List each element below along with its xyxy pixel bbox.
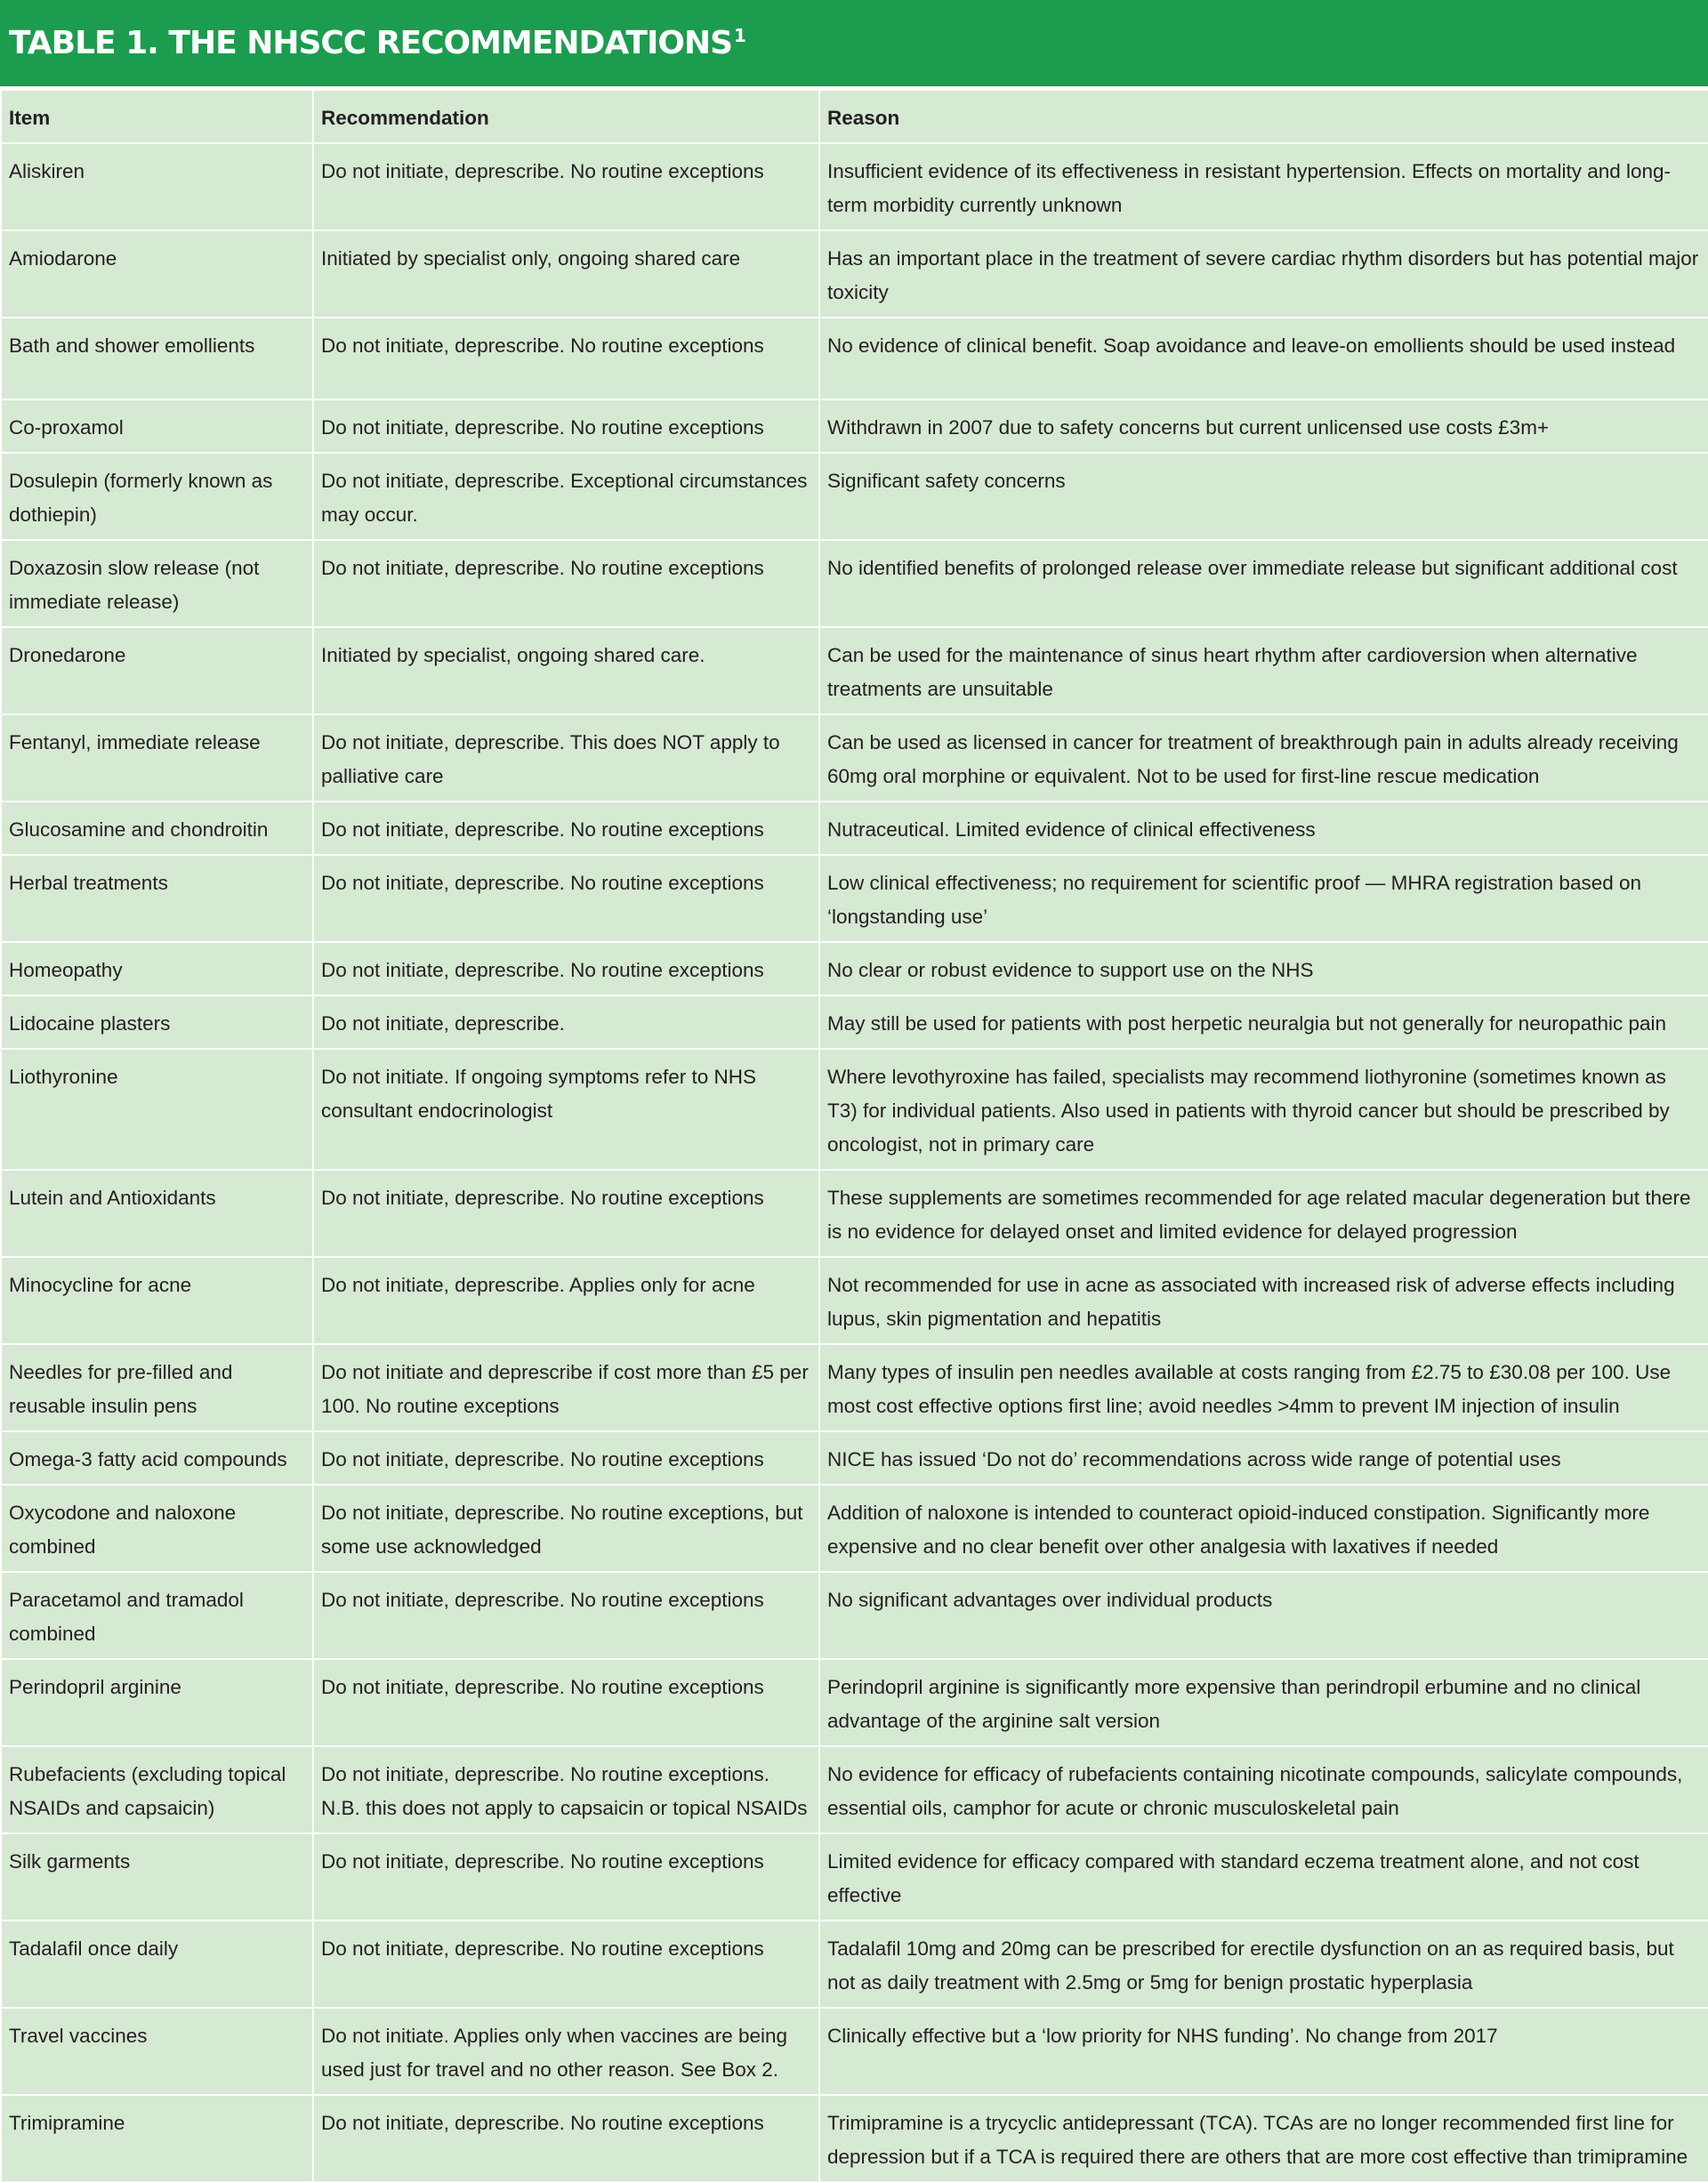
table-row xyxy=(1,1485,1708,1572)
cell-recommendation: Do not initiate, deprescribe. This does NOT apply to palliative care xyxy=(313,714,819,802)
cell-recommendation: Do not initiate, deprescribe. No routine exceptions, but some use acknowledged xyxy=(313,1485,819,1572)
cell-recommendation: Do not initiate, deprescribe. No routine exceptions xyxy=(313,2095,819,2182)
title-banner xyxy=(0,0,1708,89)
cell-recommendation: Initiated by specialist only, ongoing shared care xyxy=(313,230,819,318)
cell-recommendation: Do not initiate, deprescribe. No routine exceptions xyxy=(313,143,819,230)
cell-reason: No evidence for efficacy of rubefacients containing nicotinate compounds, salicylate compounds, essential oils, camphor for acute or chronic musculoskeletal pain xyxy=(819,1746,1708,1833)
cell-item: Aliskiren xyxy=(1,143,313,230)
table-row xyxy=(1,1431,1708,1485)
cell-item: Herbal treatments xyxy=(1,855,313,942)
cell-reason: These supplements are sometimes recommended for age related macular degeneration but there is no evidence for delayed onset and limited evidence for delayed progression xyxy=(819,1170,1708,1257)
cell-recommendation: Do not initiate. Applies only when vaccines are being used just for travel and no other reason. See Box 2. xyxy=(313,2008,819,2095)
cell-item: Dronedarone xyxy=(1,627,313,714)
cell-recommendation: Do not initiate, deprescribe. No routine exceptions xyxy=(313,399,819,453)
cell-reason: Can be used as licensed in cancer for treatment of breakthrough pain in adults already receiving 60mg oral morphine or equivalent. Not to be used for first-line rescue medication xyxy=(819,714,1708,802)
cell-recommendation: Do not initiate, deprescribe. No routine exceptions xyxy=(313,1833,819,1921)
cell-reason: No identified benefits of prolonged release over immediate release but significant additional cost xyxy=(819,540,1708,627)
cell-item: Homeopathy xyxy=(1,942,313,995)
cell-reason: Perindopril arginine is significantly more expensive than perindropil erbumine and no clinical advantage of the arginine salt version xyxy=(819,1659,1708,1746)
cell-recommendation: Do not initiate, deprescribe. xyxy=(313,995,819,1049)
cell-item: Lutein and Antioxidants xyxy=(1,1170,313,1257)
cell-item: Glucosamine and chondroitin xyxy=(1,802,313,855)
cell-reason: Not recommended for use in acne as associated with increased risk of adverse effects including lupus, skin pigmentation and hepatitis xyxy=(819,1257,1708,1344)
table-row xyxy=(1,714,1708,802)
cell-reason: Insufficient evidence of its effectiveness in resistant hypertension. Effects on mortality and long-term morbidity currently unknown xyxy=(819,143,1708,230)
table-row xyxy=(1,1344,1708,1431)
table-row xyxy=(1,2095,1708,2182)
cell-reason: May still be used for patients with post herpetic neuralgia but not generally for neuropathic pain xyxy=(819,995,1708,1049)
cell-recommendation: Do not initiate, deprescribe. No routine exceptions xyxy=(313,540,819,627)
cell-reason: Many types of insulin pen needles available at costs ranging from £2.75 to £30.08 per 100. Use most cost effective options first line; avoid needles >4mm to prevent IM injection of insulin xyxy=(819,1344,1708,1431)
cell-item: Amiodarone xyxy=(1,230,313,318)
table-row xyxy=(1,540,1708,627)
table-row xyxy=(1,802,1708,855)
table-row xyxy=(1,1921,1708,2008)
cell-item: Tadalafil once daily xyxy=(1,1921,313,2008)
cell-reason: Significant safety concerns xyxy=(819,453,1708,540)
header-row xyxy=(1,90,1708,143)
cell-item: Travel vaccines xyxy=(1,2008,313,2095)
cell-item: Minocycline for acne xyxy=(1,1257,313,1344)
table-row xyxy=(1,143,1708,230)
table-row xyxy=(1,1746,1708,1833)
table-row xyxy=(1,1833,1708,1921)
cell-item: Silk garments xyxy=(1,1833,313,1921)
cell-item: Co-proxamol xyxy=(1,399,313,453)
cell-reason: Withdrawn in 2007 due to safety concerns but current unlicensed use costs £3m+ xyxy=(819,399,1708,453)
title-superscript: 1 xyxy=(734,25,745,46)
cell-item: Bath and shower emollients xyxy=(1,318,313,399)
cell-item: Trimipramine xyxy=(1,2095,313,2182)
cell-reason: No clear or robust evidence to support use on the NHS xyxy=(819,942,1708,995)
cell-item: Omega-3 fatty acid compounds xyxy=(1,1431,313,1485)
table-row xyxy=(1,1257,1708,1344)
table-title: TABLE 1. THE NHSCC RECOMMENDATIONS $^1$ xyxy=(9,25,745,61)
cell-recommendation: Do not initiate and deprescribe if cost more than £5 per 100. No routine exceptions xyxy=(313,1344,819,1431)
cell-item: Liothyronine xyxy=(1,1049,313,1170)
cell-reason: Limited evidence for efficacy compared with standard eczema treatment alone, and not cost effective xyxy=(819,1833,1708,1921)
cell-reason: No evidence of clinical benefit. Soap avoidance and leave-on emollients should be used instead xyxy=(819,318,1708,399)
table-row xyxy=(1,627,1708,714)
table-row xyxy=(1,399,1708,453)
column-header-item: Item xyxy=(1,90,313,143)
column-header-reason: Reason xyxy=(819,90,1708,143)
cell-recommendation: Do not initiate, deprescribe. No routine exceptions xyxy=(313,855,819,942)
table-row xyxy=(1,1572,1708,1659)
cell-recommendation: Do not initiate, deprescribe. No routine exceptions xyxy=(313,1170,819,1257)
cell-item: Lidocaine plasters xyxy=(1,995,313,1049)
cell-recommendation: Do not initiate, deprescribe. No routine exceptions xyxy=(313,1921,819,2008)
cell-recommendation: Do not initiate, deprescribe. Exceptional circumstances may occur. xyxy=(313,453,819,540)
table-row xyxy=(1,1659,1708,1746)
cell-item: Needles for pre-filled and reusable insulin pens xyxy=(1,1344,313,1431)
cell-reason: No significant advantages over individual products xyxy=(819,1572,1708,1659)
cell-recommendation: Do not initiate, deprescribe. Applies only for acne xyxy=(313,1257,819,1344)
cell-reason: Addition of naloxone is intended to counteract opioid-induced constipation. Significantly more expensive and no clear benefit over other analgesia with laxatives if needed xyxy=(819,1485,1708,1572)
recommendations-table xyxy=(0,89,1708,2183)
cell-item: Rubefacients (excluding topical NSAIDs and capsaicin) xyxy=(1,1746,313,1833)
cell-item: Oxycodone and naloxone combined xyxy=(1,1485,313,1572)
cell-item: Fentanyl, immediate release xyxy=(1,714,313,802)
cell-item: Perindopril arginine xyxy=(1,1659,313,1746)
table-row xyxy=(1,1170,1708,1257)
cell-reason: Has an important place in the treatment of severe cardiac rhythm disorders but has potential major toxicity xyxy=(819,230,1708,318)
cell-recommendation: Do not initiate, deprescribe. No routine exceptions. N.B. this does not apply to capsaicin or topical NSAIDs xyxy=(313,1746,819,1833)
table-row xyxy=(1,230,1708,318)
table-row xyxy=(1,2008,1708,2095)
cell-reason: NICE has issued ‘Do not do’ recommendations across wide range of potential uses xyxy=(819,1431,1708,1485)
cell-reason: Trimipramine is a trycyclic antidepressant (TCA). TCAs are no longer recommended first line for depression but if a TCA is required there are others that are more cost effective than trimipramine xyxy=(819,2095,1708,2182)
cell-recommendation: Do not initiate, deprescribe. No routine exceptions xyxy=(313,1431,819,1485)
table-row xyxy=(1,942,1708,995)
cell-recommendation: Do not initiate, deprescribe. No routine exceptions xyxy=(313,1572,819,1659)
cell-reason: Low clinical effectiveness; no requirement for scientific proof — MHRA registration based on ‘longstanding use’ xyxy=(819,855,1708,942)
table-row xyxy=(1,995,1708,1049)
cell-item: Dosulepin (formerly known as dothiepin) xyxy=(1,453,313,540)
cell-reason: Tadalafil 10mg and 20mg can be prescribed for erectile dysfunction on an as required basis, but not as daily treatment with 2.5mg or 5mg for benign prostatic hyperplasia xyxy=(819,1921,1708,2008)
cell-reason: Where levothyroxine has failed, specialists may recommend liothyronine (sometimes known as T3) for individual patients. Also used in patients with thyroid cancer but should be prescribed by oncologist, not in primary care xyxy=(819,1049,1708,1170)
cell-reason: Can be used for the maintenance of sinus heart rhythm after cardioversion when alternative treatments are unsuitable xyxy=(819,627,1708,714)
cell-recommendation: Do not initiate, deprescribe. No routine exceptions xyxy=(313,1659,819,1746)
cell-recommendation: Do not initiate, deprescribe. No routine exceptions xyxy=(313,942,819,995)
table-row xyxy=(1,1049,1708,1170)
cell-recommendation: Do not initiate. If ongoing symptoms refer to NHS consultant endocrinologist xyxy=(313,1049,819,1170)
cell-item: Paracetamol and tramadol combined xyxy=(1,1572,313,1659)
cell-recommendation: Initiated by specialist, ongoing shared care. xyxy=(313,627,819,714)
table-row xyxy=(1,855,1708,942)
table-row xyxy=(1,453,1708,540)
cell-recommendation: Do not initiate, deprescribe. No routine exceptions xyxy=(313,318,819,399)
cell-recommendation: Do not initiate, deprescribe. No routine exceptions xyxy=(313,802,819,855)
cell-reason: Nutraceutical. Limited evidence of clinical effectiveness xyxy=(819,802,1708,855)
column-header-recommendation: Recommendation xyxy=(313,90,819,143)
cell-reason: Clinically effective but a ‘low priority for NHS funding’. No change from 2017 xyxy=(819,2008,1708,2095)
table-row xyxy=(1,318,1708,399)
cell-item: Doxazosin slow release (not immediate release) xyxy=(1,540,313,627)
